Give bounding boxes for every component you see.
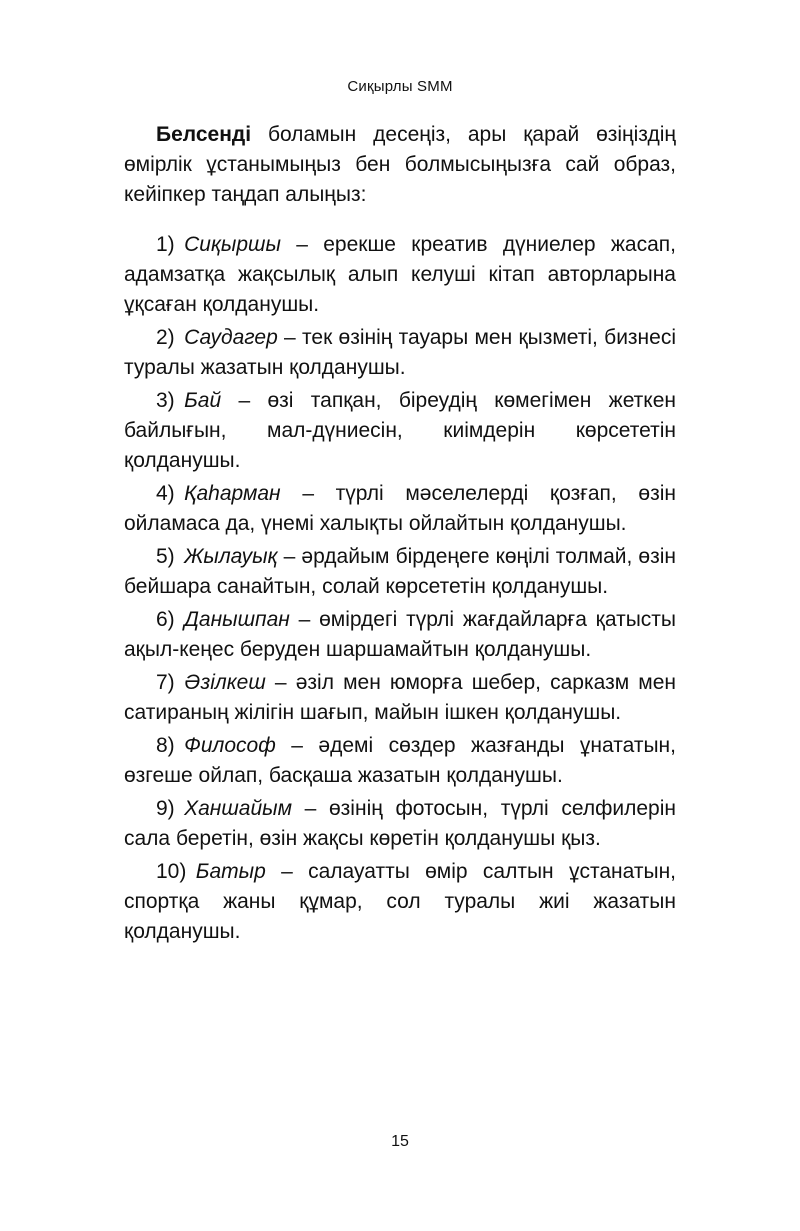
item-description: – өмірдегі түрлі жағдайларға қатысты ақыл-кеңес беруден шаршамайтын қолданушы.	[124, 608, 676, 661]
item-number: 8)	[156, 734, 175, 757]
item-term: Қаһарман	[184, 482, 281, 505]
item-description: – түрлі мәселелерді қозғап, өзін ойламаса да, үнемі халықты ойлайтын қолданушы.	[124, 482, 676, 535]
intro-paragraph	[124, 120, 676, 210]
item-term: Сиқыршы	[184, 233, 281, 256]
item-number: 9)	[156, 797, 175, 820]
list-item	[124, 386, 676, 476]
item-number: 1)	[156, 233, 175, 256]
running-title: Сиқырлы SMM	[347, 78, 453, 95]
intro-bold-lead: Белсенді	[156, 123, 252, 146]
item-description: – әзіл мен юморға шебер, сарказм мен сатираның жілігін шағып, майын ішкен қолданушы.	[124, 671, 676, 724]
item-number: 10)	[156, 860, 187, 883]
item-term: Данышпан	[184, 608, 290, 631]
list-item	[124, 605, 676, 665]
item-description: – әдемі сөздер жазғанды ұнататын, өзгеше ойлап, басқаша жазатын қолданушы.	[124, 734, 676, 787]
item-description: – әрдайым бірдеңеге көңілі толмай, өзін бейшара санайтын, солай көрсететін қолданушы.	[124, 545, 676, 598]
item-number: 2)	[156, 326, 175, 349]
list-item	[124, 857, 676, 947]
item-number: 4)	[156, 482, 175, 505]
item-term: Әзілкеш	[184, 671, 266, 694]
item-description: – ерекше креатив дүниелер жасап, адамзатқа жақсылық алып келуші кітап авторларына ұқсаған қолданушы.	[124, 233, 676, 316]
page-body	[124, 120, 676, 950]
item-term: Саудагер	[184, 326, 278, 349]
item-number: 5)	[156, 545, 175, 568]
character-type-list	[124, 230, 676, 947]
list-item	[124, 731, 676, 791]
item-description: – тек өзінің тауары мен қызметі, бизнесі туралы жазатын қолданушы.	[124, 326, 676, 379]
list-item	[124, 323, 676, 383]
item-description: – өзі тапқан, біреудің көмегімен жеткен байлығын, мал-дүниесін, киімдерін көрсететін қолданушы.	[124, 389, 676, 472]
item-number: 6)	[156, 608, 175, 631]
list-item	[124, 542, 676, 602]
item-term: Философ	[184, 734, 276, 757]
item-term: Бай	[184, 389, 222, 412]
intro-text: боламын десеңіз, ары қарай өзіңіздің өмірлік ұстанымыңыз бен болмысыңызға сай образ, кейіпкер таңдап алыңыз:	[124, 123, 676, 206]
list-item	[124, 230, 676, 320]
item-term: Ханшайым	[184, 797, 293, 820]
item-description: – салауатты өмір салтын ұстанатын, спортқа жаны құмар, сол туралы жиі жазатын қолданушы.	[124, 860, 676, 943]
page-number: 15	[391, 1133, 409, 1150]
list-item	[124, 794, 676, 854]
list-item	[124, 479, 676, 539]
item-term: Жылауық	[184, 545, 278, 568]
item-description: – өзінің фотосын, түрлі селфилерін сала беретін, өзін жақсы көретін қолданушы қыз.	[124, 797, 676, 850]
list-item	[124, 668, 676, 728]
item-number: 3)	[156, 389, 175, 412]
item-number: 7)	[156, 671, 175, 694]
item-term: Батыр	[195, 860, 266, 883]
